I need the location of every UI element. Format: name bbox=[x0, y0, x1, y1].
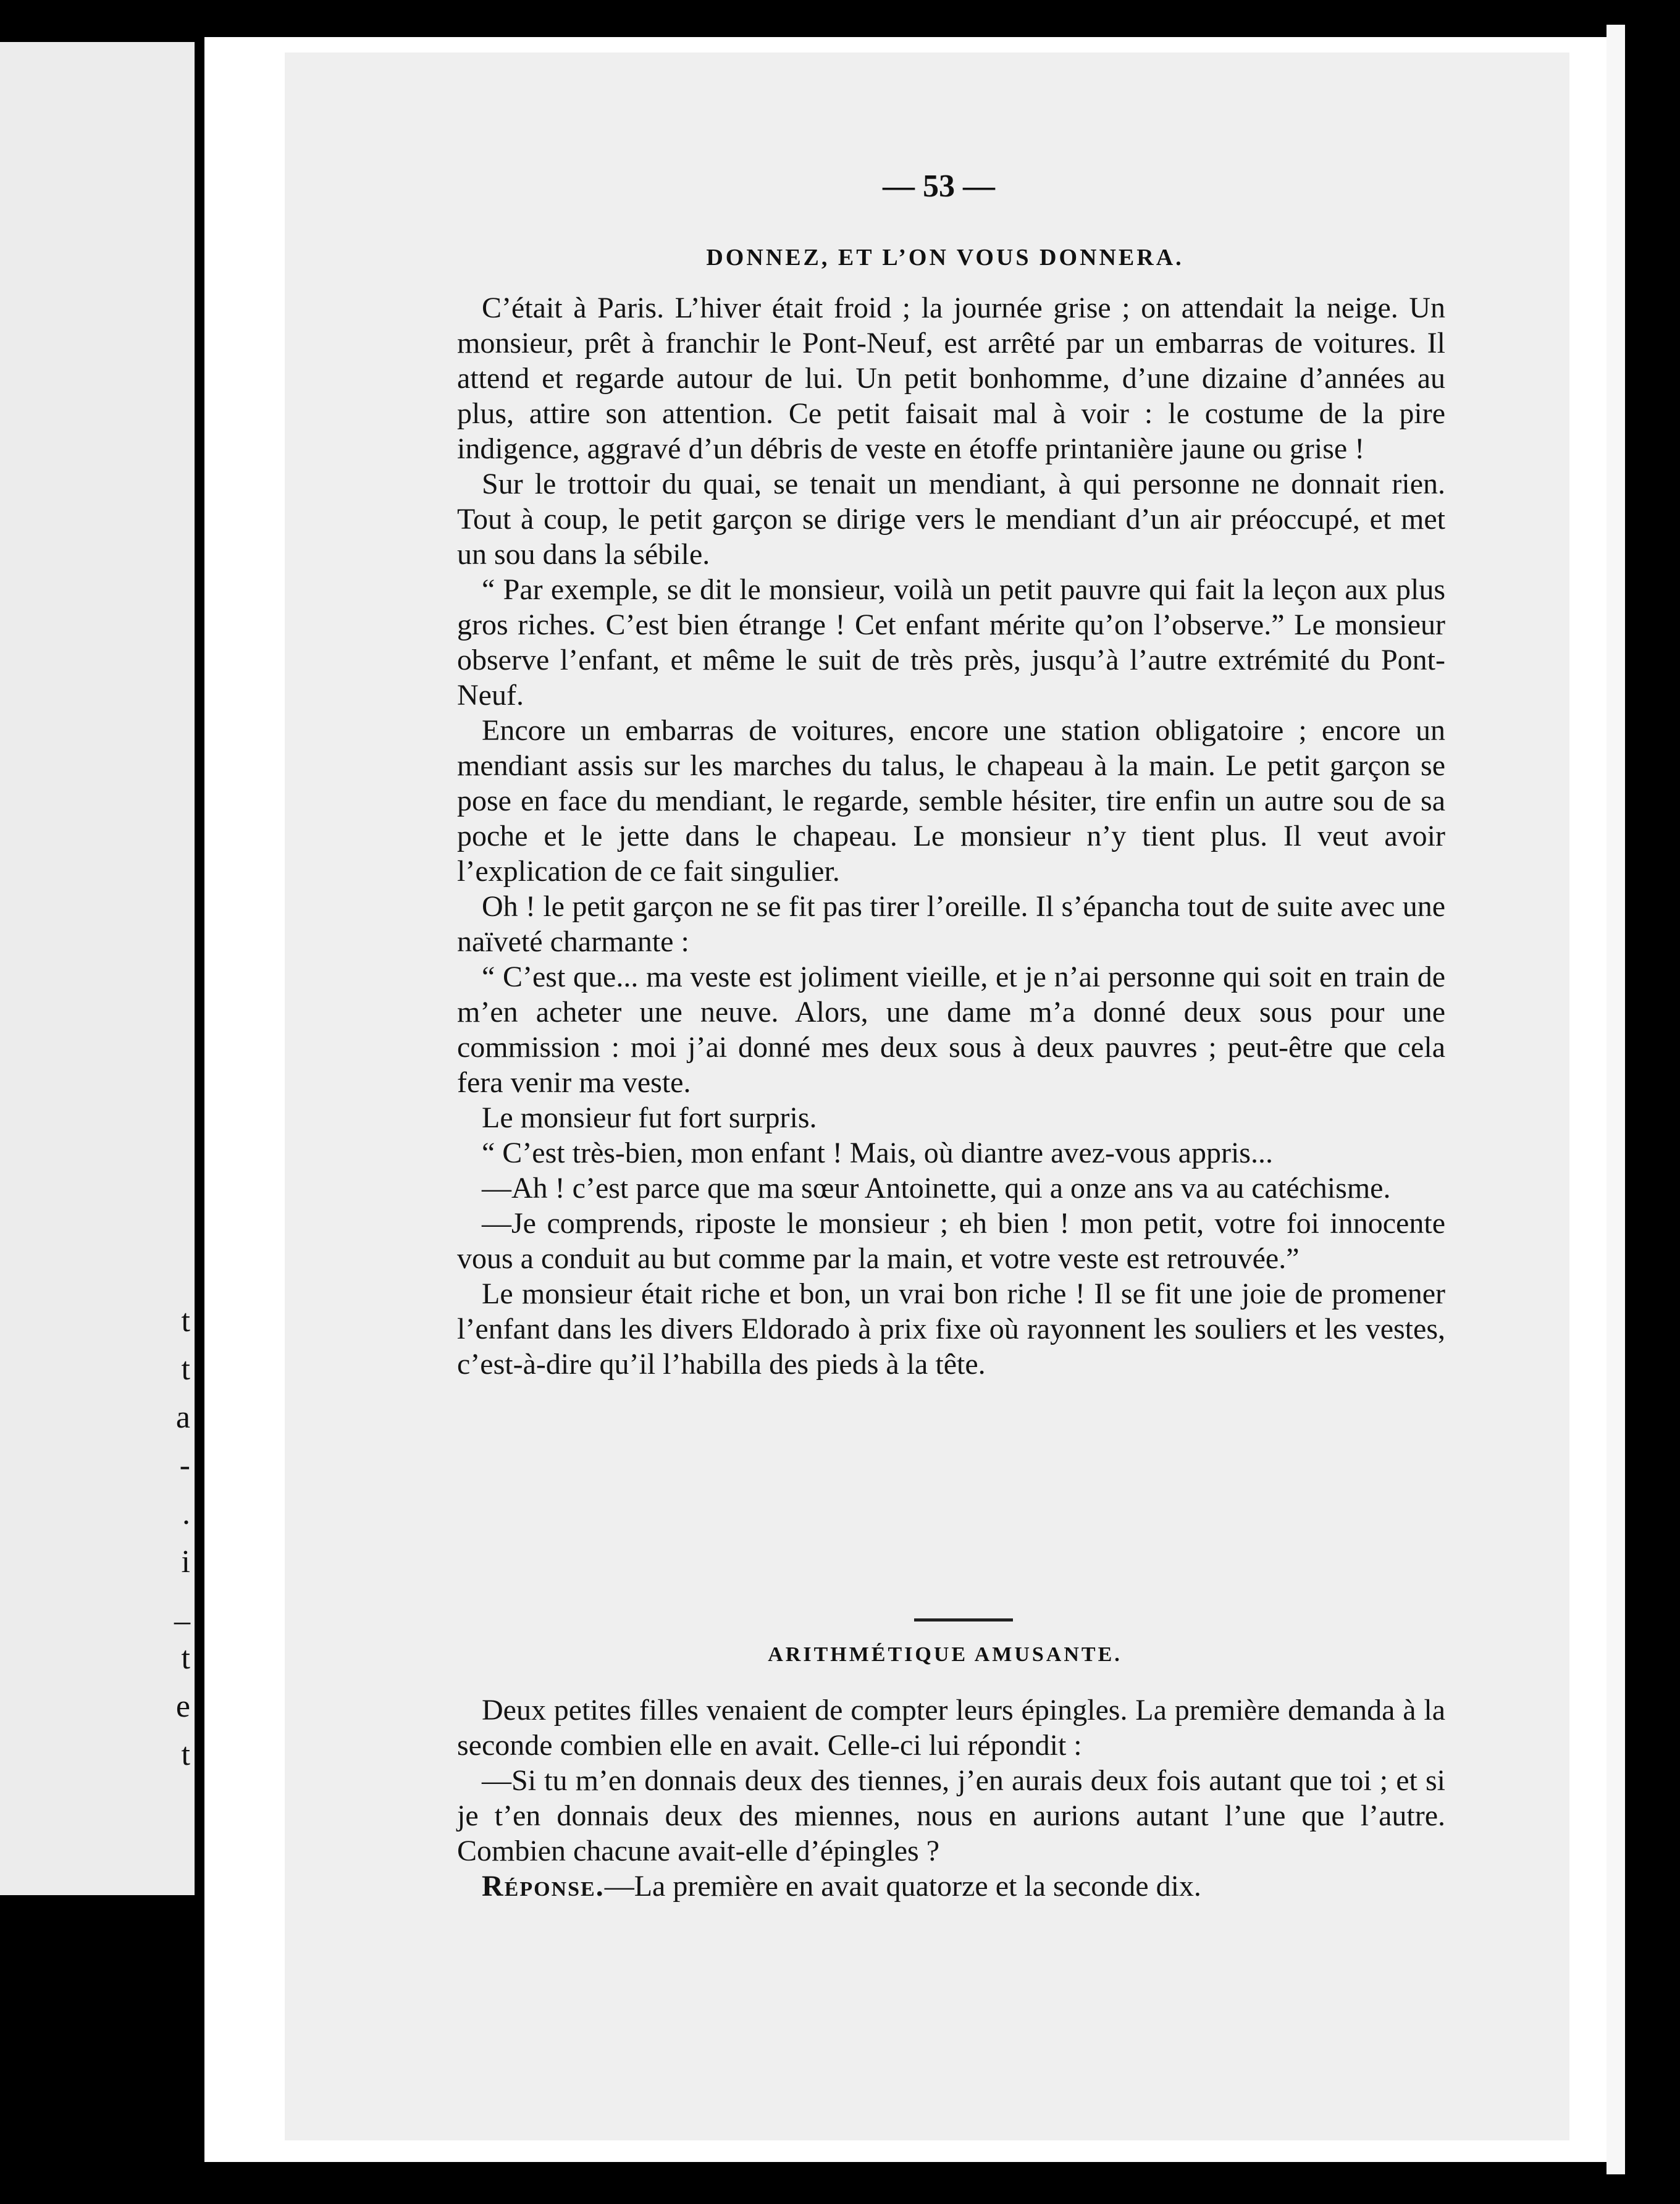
left-fragment: t bbox=[181, 1352, 190, 1387]
paragraph: Sur le trottoir du quai, se tenait un mendiant, à qui personne ne donnait rien. Tout à coup, le petit garçon se dirige vers le mendiant d’un air préoccupé, et met un sou dans la sébile. bbox=[457, 468, 1445, 571]
paragraph: Deux petites filles venaient de compter leurs épingles. La première demanda à la seconde combien elle en avait. Celle-ci lui répondit : bbox=[457, 1694, 1445, 1762]
left-fragment: t bbox=[181, 1641, 190, 1676]
left-fragment: i bbox=[181, 1544, 190, 1579]
section-divider bbox=[914, 1618, 1013, 1621]
left-fragment: e bbox=[175, 1689, 190, 1724]
story-text bbox=[457, 290, 1445, 1382]
page-edge-strip bbox=[1606, 25, 1625, 2174]
answer-paragraph bbox=[457, 1869, 1445, 1904]
answer-label: Réponse. bbox=[482, 1870, 605, 1903]
paragraph: Le monsieur fut fort surpris. bbox=[482, 1101, 817, 1134]
left-fragment: t bbox=[181, 1303, 190, 1339]
section-title-donnez: DONNEZ, ET L’ON VOUS DONNERA. bbox=[706, 245, 1184, 271]
left-fragment: _ bbox=[174, 1592, 190, 1628]
left-fragment: a bbox=[175, 1400, 190, 1435]
paragraph: —Je comprends, riposte le monsieur ; eh bien ! mon petit, votre foi innocente vous a conduit au but comme par la main, et votre veste est retrouvée.” bbox=[457, 1207, 1445, 1275]
section-title-arithmetique: ARITHMÉTIQUE AMUSANTE. bbox=[768, 1643, 1122, 1666]
answer-text: —La première en avait quatorze et la seconde dix. bbox=[604, 1870, 1201, 1903]
left-page-text-fragments bbox=[153, 1297, 190, 1779]
paragraph: “ Par exemple, se dit le monsieur, voilà un petit pauvre qui fait la leçon aux plus gros riches. C’est bien étrange ! Cet enfant mérite qu’on l’observe.” Le monsieur observe l’enfant, et même le suit de très près, jusqu’à l’autre extrémité du Pont-Neuf. bbox=[457, 573, 1445, 712]
paragraph: Le monsieur était riche et bon, un vrai bon riche ! Il se fit une joie de promener l’enfant dans les divers Eldorado à prix fixe où rayonnent les souliers et les vestes, c’est-à-dire qu’il l’habilla des pieds à la tête. bbox=[457, 1277, 1445, 1381]
left-fragment: . bbox=[182, 1496, 190, 1531]
paragraph: C’était à Paris. L’hiver était froid ; la journée grise ; on attendait la neige. Un monsieur, prêt à franchir le Pont-Neuf, est arrêté par un embarras de voitures. Il attend et regarde autour de lui. Un petit bonhomme, d’une dizaine d’années au plus, attire son attention. Ce petit faisait mal à voir : le costume de la pire indigence, aggravé d’un débris de veste en étoffe printanière jaune ou grise ! bbox=[457, 292, 1445, 465]
puzzle-text bbox=[457, 1693, 1445, 1904]
left-fragment: t bbox=[181, 1737, 190, 1772]
paragraph: “ C’est que... ma veste est joliment vieille, et je n’ai personne qui soit en train de m’en acheter une neuve. Alors, une dame m’a donné deux sous pour une commission : moi j’ai donné mes deux sous à deux pauvres ; peut-être que cela fera venir ma veste. bbox=[457, 961, 1445, 1099]
book-gutter bbox=[195, 37, 204, 2162]
paragraph: Encore un embarras de voitures, encore une station obligatoire ; encore un mendiant assis sur les marches du talus, le chapeau à la main. Le petit garçon se pose en face du mendiant, le regarde, semble hésiter, tire enfin un autre sou de sa poche et le jette dans le chapeau. Le monsieur n’y tient plus. Il veut avoir l’explication de ce fait singulier. bbox=[457, 714, 1445, 888]
paragraph: —Ah ! c’est parce que ma sœur Antoinette, qui a onze ans va au catéchisme. bbox=[482, 1172, 1391, 1205]
paragraph: “ C’est très-bien, mon enfant ! Mais, où diantre avez-vous appris... bbox=[482, 1137, 1273, 1169]
page-number: — 53 — bbox=[883, 169, 995, 204]
paragraph: —Si tu m’en donnais deux des tiennes, j’en aurais deux fois autant que toi ; et si je t’en donnais deux des miennes, nous en aurions autant l’une que l’autre. Combien chacune avait-elle d’épingles ? bbox=[457, 1764, 1445, 1867]
paragraph: Oh ! le petit garçon ne se fit pas tirer l’oreille. Il s’épancha tout de suite avec une naïveté charmante : bbox=[457, 890, 1445, 958]
left-fragment: - bbox=[179, 1448, 190, 1483]
